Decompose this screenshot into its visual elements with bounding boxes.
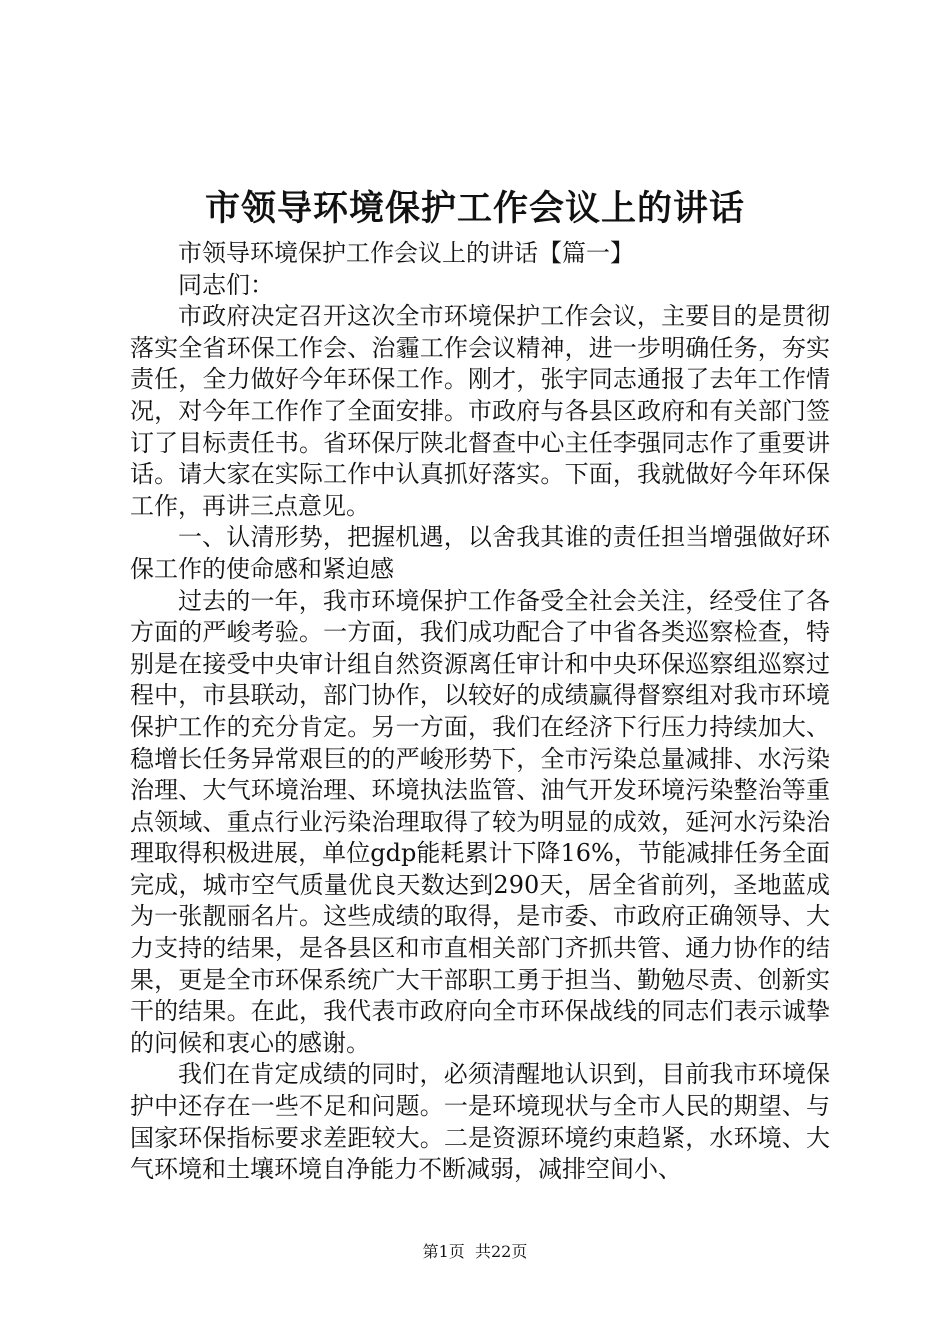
page-number: 第1页 — [422, 1242, 465, 1261]
body-paragraph: 一、认清形势，把握机遇，以舍我其谁的责任担当增强做好环保工作的使命感和紧迫感 — [130, 523, 830, 583]
body-paragraph: 过去的一年，我市环境保护工作备受全社会关注，经受住了各方面的严峻考验。一方面，我们成功配合了中省各类巡察检查，特别是在接受中央审计组自然资源离任审计和中央环保巡察组巡察过程中，市县联动，部门协作，以较好的成绩赢得督察组对我市环境保护工作的充分肯定。另一方面，我们在经济下行压力持续加大、稳增长任务异常艰巨的的严峻形势下，全市污染总量减排、水污染治理、大气环境治理、环境执法监管、油气开发环境污染整治等重点领域、重点行业污染治理取得了较为明显的成效，延河水污染治理取得积极进展，单位gdp能耗累计下降16%，节能减排任务全面完成，城市空气质量优良天数达到290天，居全省前列，圣地蓝成为一张靓丽名片。这些成绩的取得，是市委、市政府正确领导、大力支持的结果，是各县区和市直相关部门齐抓共管、通力协作的结果，更是全市环保系统广大干部职工勇于担当、勤勉尽责、创新实干的结果。在此，我代表市政府向全市环保战线的同志们表示诚挚的问候和衷心的感谢。 — [130, 586, 830, 1057]
document-body — [130, 238, 830, 1186]
document-title: 市领导环境保护工作会议上的讲话 — [204, 188, 745, 229]
page-total: 共22页 — [474, 1242, 528, 1261]
body-paragraph: 市政府决定召开这次全市环境保护工作会议，主要目的是贯彻落实全省环保工作会、治霾工作会议精神，进一步明确任务，夯实责任，全力做好今年环保工作。刚才，张宇同志通报了去年工作情况，对今年工作作了全面安排。市政府与各县区政府和有关部门签订了目标责任书。省环保厅陕北督查中心主任李强同志作了重要讲话。请大家在实际工作中认真抓好落实。下面，我就做好今年环保工作，再讲三点意见。 — [130, 302, 830, 520]
section-heading: 市领导环境保护工作会议上的讲话【篇一】 — [178, 239, 634, 267]
salutation: 同志们： — [178, 270, 274, 299]
footer-spacer — [465, 1242, 475, 1261]
page-footer — [0, 1241, 950, 1263]
body-paragraph: 我们在肯定成绩的同时，必须清醒地认识到，目前我市环境保护中还存在一些不足和问题。一是环境现状与全市人民的期望、与国家环保指标要求差距较大。二是资源环境约束趋紧，水环境、大气环境和土壤环境自净能力不断减弱，减排空间小、 — [130, 1060, 830, 1184]
